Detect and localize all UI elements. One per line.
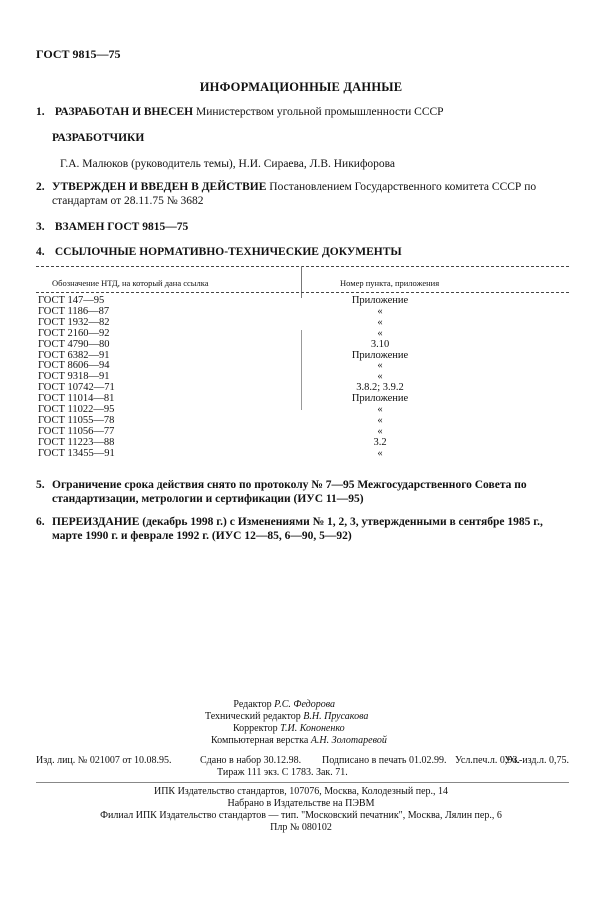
imprint-typeset-date: Сдано в набор 30.12.98. — [200, 755, 302, 766]
layout-name: А.Н. Золотаревой — [310, 735, 387, 746]
section-3-text: ВЗАМЕН ГОСТ 9815—75 — [54, 221, 189, 233]
imprint-publisher: ИПК Издательство стандартов, 107076, Москва, Колодезный пер., 14 — [153, 786, 449, 797]
section-6-title: ПЕРЕИЗДАНИЕ — [52, 516, 140, 528]
table-cell-clause: Приложение — [351, 393, 409, 405]
imprint-typeset-at: Набрано в Издательстве на ПЭВМ — [227, 798, 375, 809]
imprint-license: Изд. лиц. № 021007 от 10.08.95. — [36, 755, 172, 766]
table-cell-clause: « — [377, 425, 383, 437]
table-header-rule — [36, 292, 569, 293]
table-cell-clause: « — [377, 327, 383, 339]
imprint-signed-date: Подписано в печать 01.02.99. — [322, 755, 447, 766]
section-4 — [36, 245, 402, 259]
imprint-pub-sheets: Уч.-изд.л. 0,75. — [504, 755, 569, 766]
section-2-title: УТВЕРЖДЕН И ВВЕДЕН В ДЕЙСТВИЕ — [52, 181, 267, 193]
table-column-divider — [301, 266, 302, 298]
corrector-name: Т.И. Кононенко — [280, 723, 345, 734]
section-6-text: (декабрь 1998 г.) с Изменениями № 1, 2, 3, утвержденными в сентябре 1985 г., марте 1990 г. и феврале 1992 г. (ИУС 12—85, 6—90, 5—92) — [52, 516, 543, 542]
table-cell-ntd: ГОСТ 147—95 — [38, 295, 105, 306]
table-header-ntd: Обозначение НТД, на который дана ссылка — [52, 278, 209, 288]
imprint-editor — [233, 699, 335, 711]
table-header-clause: Номер пункта, приложения — [340, 278, 440, 288]
table-cell-clause: « — [377, 371, 383, 383]
table-cell-clause: « — [377, 414, 383, 426]
developers-list: Г.А. Малюков (руководитель темы), Н.И. Сираева, Л.В. Никифорова — [60, 158, 396, 170]
imprint-run: Тираж 111 экз. С 1783. Зак. 71. — [217, 767, 348, 778]
imprint-branch: Филиал ИПК Издательство стандартов — тип. "Московский печатник", Москва, Лялин пер., 6 — [100, 810, 502, 821]
page-title: ИНФОРМАЦИОННЫЕ ДАННЫЕ — [199, 80, 403, 94]
table-cell-ntd: ГОСТ 9318—91 — [38, 371, 110, 383]
table-cell-clause: 3.8.2; 3.9.2 — [356, 382, 404, 394]
table-cell-clause: « — [377, 360, 383, 372]
imprint-corrector — [233, 723, 345, 735]
table-cell-clause: 3.2 — [373, 436, 387, 448]
section-6 — [52, 515, 572, 543]
table-cell-ntd: ГОСТ 2160—92 — [38, 327, 110, 339]
table-cell-clause: « — [377, 447, 383, 459]
imprint-layout — [211, 735, 387, 747]
imprint-plr: Плр № 080102 — [270, 822, 332, 833]
section-4-text: ССЫЛОЧНЫЕ НОРМАТИВНО-ТЕХНИЧЕСКИЕ ДОКУМЕНТЫ — [54, 246, 402, 258]
section-1-title: РАЗРАБОТАН И ВНЕСЕН — [54, 106, 194, 118]
tech-editor-name: В.Н. Прусакова — [303, 711, 369, 722]
section-number: 1. — [36, 106, 45, 118]
section-number: 4. — [36, 246, 45, 258]
table-cell-ntd: ГОСТ 11056—77 — [38, 425, 115, 437]
section-2-text: Постановлением Государственного комитета СССР по стандартам от 28.11.75 № 3682 — [52, 181, 537, 207]
tech-editor-label: Технический редактор — [205, 711, 301, 722]
table-cell-ntd: ГОСТ 13455—91 — [38, 447, 115, 459]
section-5-number: 5. — [36, 479, 45, 491]
section-5-text: Ограничение срока действия снято по протоколу № 7—95 Межгосударственного Совета по стандартизации, метрологии и сертификации (ИУС 11—95) — [52, 479, 527, 505]
imprint-tech-editor — [205, 711, 368, 723]
doc-id: ГОСТ 9815—75 — [36, 47, 121, 61]
table-cell-ntd: ГОСТ 1932—82 — [38, 316, 110, 328]
table-cell-ntd: ГОСТ 11022—95 — [38, 404, 115, 415]
imprint-divider — [36, 782, 569, 783]
table-cell-ntd: ГОСТ 11014—81 — [38, 393, 115, 405]
section-3 — [36, 220, 188, 234]
table-top-rule — [36, 266, 569, 267]
table-cell-clause: 3.10 — [370, 338, 390, 350]
table-cell-clause: « — [377, 316, 383, 328]
section-1-text: Министерством угольной промышленности СССР — [195, 106, 444, 118]
section-1 — [36, 105, 444, 119]
imprint-print-sheets: Усл.печ.л. 0,93. — [455, 755, 520, 766]
editor-label: Редактор — [233, 699, 272, 710]
editor-name: Р.С. Федорова — [274, 699, 335, 710]
table-cell-ntd: ГОСТ 6382—91 — [38, 349, 110, 361]
table-cell-ntd: ГОСТ 8606—94 — [38, 360, 110, 372]
table-cell-ntd: ГОСТ 10742—71 — [38, 382, 115, 394]
table-column-divider — [301, 330, 302, 410]
table-cell-ntd: ГОСТ 11223—88 — [38, 436, 115, 448]
table-cell-ntd: ГОСТ 11055—78 — [38, 414, 115, 426]
section-6-number: 6. — [36, 516, 45, 528]
table-cell-clause: Приложение — [351, 295, 409, 306]
layout-label: Компьютерная верстка — [211, 735, 309, 746]
section-number: 3. — [36, 221, 45, 233]
table-cell-clause: « — [377, 305, 383, 317]
table-cell-ntd: ГОСТ 4790—80 — [38, 338, 110, 350]
table-cell-ntd: ГОСТ 1186—87 — [38, 305, 110, 317]
section-2-number: 2. — [36, 181, 45, 193]
developers-title: РАЗРАБОТЧИКИ — [52, 132, 145, 144]
table-cell-clause: Приложение — [351, 349, 409, 361]
table-cell-clause: « — [377, 404, 383, 415]
corrector-label: Корректор — [233, 723, 278, 734]
section-2 — [52, 180, 572, 208]
